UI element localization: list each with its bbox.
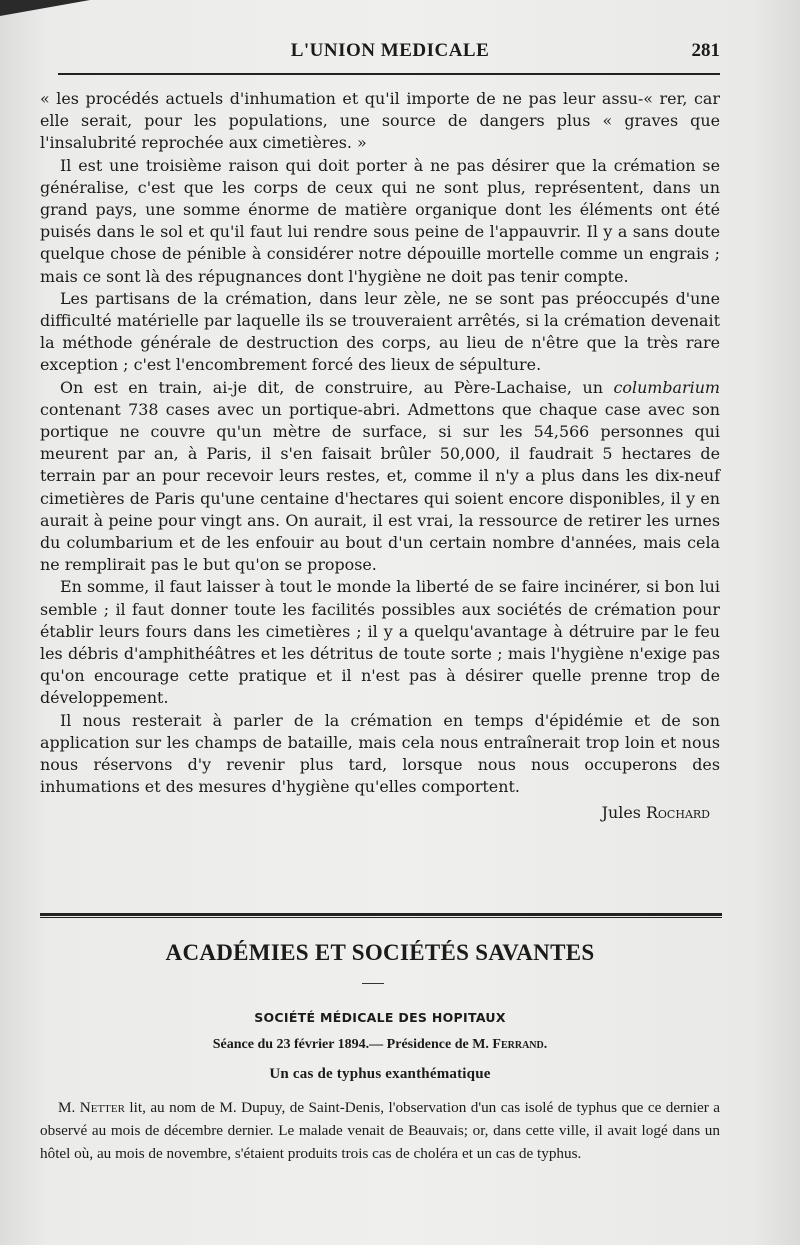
report-body: [40, 1096, 720, 1165]
article-paragraph: [40, 710, 720, 799]
journal-title: L'UNION MEDICALE: [290, 40, 490, 61]
author-signature: [40, 802, 720, 824]
text-run: « les procédés actuels d'inhumation et qu'il importe de ne pas leur assu-« rer, car elle serait, pour les populations, une source de dangers plus « graves que l'insalubrité reprochée aux cimetières. »: [40, 89, 720, 153]
text-run: On est en train, ai-je dit, de construire, au Père-Lachaise, un: [60, 377, 614, 397]
article-paragraph: [40, 576, 720, 709]
article-body: [40, 88, 720, 824]
article-paragraph: [40, 88, 720, 155]
text-run: Il est une troisième raison qui doit porter à ne pas désirer que la crémation se généralise, c'est que les corps de ceux qui ne sont plus, représentent, dans un grand pays, une somme énorme de matière organique dont les éléments ont été puisés dans le sol et qu'il faut lui rendre sous peine de l'appauvrir. Il y a sans doute quelque chose de pénible à considérer notre dépouille mortelle comme un engrais ; mais ce sont là des répugnances dont l'hygiène ne doit pas tenir compte.: [40, 155, 720, 286]
page-number: 281: [691, 40, 720, 61]
text-run: En somme, il faut laisser à tout le monde la liberté de se faire incinérer, si bon lui semble ; il faut donner toute les facilités possibles aux sociétés de crémation pour établir leurs fours dans les cimetières ; il y a quelqu'avantage à détruire par le feu les débris d'amphithéâtres et les détritus de toute sorte ; mais l'hygiène n'exige pas qu'on encourage cette pratique et il n'est pas à désirer quelle prenne trop de développement.: [40, 577, 720, 708]
article-paragraph: [40, 377, 720, 577]
article-paragraphs: [40, 88, 720, 799]
article-paragraph: [40, 288, 720, 377]
signature-first-name: Jules: [601, 802, 641, 822]
running-head: [60, 40, 720, 66]
session-president: Ferrand.: [492, 1037, 548, 1052]
article-paragraph: [40, 155, 720, 288]
section-title: ACADÉMIES ET SOCIÉTÉS SAVANTES: [165, 940, 595, 965]
section-divider: [40, 913, 722, 918]
society-name: SOCIÉTÉ MÉDICALE DES HOPITAUX: [254, 1010, 506, 1025]
italic-term: columbarium: [613, 377, 720, 397]
signature-last-name: Rochard: [645, 802, 710, 822]
text-run: contenant 738 cases avec un portique-abri. Admettons que chaque case avec son portique ne couvre qu'un mètre de surface, si sur les 54,566 personnes qui meurent par an, à Paris, il s'en faisait brûler 50,000, il faudrait 5 hectares de terrain par an pour recevoir leurs restes, et, comme il n'y a plus dans les dix-neuf cimetières de Paris qu'une centaine d'hectares qui soient encore disponibles, il y en aurait à peine pour vingt ans. On aurait, il est vrai, la ressource de retirer les urnes du columbarium et de les enfouir au bout d'un certain nombre d'années, mais cela ne remplirait pas le but qu'on se propose.: [40, 399, 720, 575]
session-line: [40, 1037, 720, 1053]
text-run: M.: [58, 1099, 80, 1116]
text-run: lit, au nom de M. Dupuy, de Saint-Denis, l'observation d'un cas isolé de typhus que ce dernier a observé au mois de décembre dernier. Le malade venait de Beauvais; or, dans cette ville, il avait logé dans un hôtel où, au mois de novembre, s'étaient produits trois cas de choléra et un cas de typhus.: [40, 1099, 720, 1162]
page-corner-shadow: [0, 0, 90, 16]
title-dash: [362, 983, 384, 984]
text-run: Il nous resterait à parler de la crémation en temps d'épidémie et de son application sur les champs de bataille, mais cela nous entraînerait trop loin et nous nous réservons d'y revenir plus tard, lorsque nous nous occuperons des inhumations et des mesures d'hygiène qu'elles comportent.: [40, 710, 720, 797]
report-title: Un cas de typhus exanthématique: [269, 1066, 491, 1082]
report-paragraph: [40, 1096, 720, 1165]
session-text: Séance du 23 février 1894.— Présidence de M.: [212, 1037, 489, 1052]
speaker-name: Netter: [79, 1099, 125, 1116]
header-rule: [58, 73, 720, 75]
text-run: Les partisans de la crémation, dans leur zèle, ne se sont pas préoccupés d'une difficulté matérielle par laquelle ils se trouveraient arrêtés, si la crémation devenait la méthode générale de destruction des corps, au lieu de n'être que la très rare exception ; c'est l'encombrement forcé des lieux de sépulture.: [40, 288, 720, 375]
